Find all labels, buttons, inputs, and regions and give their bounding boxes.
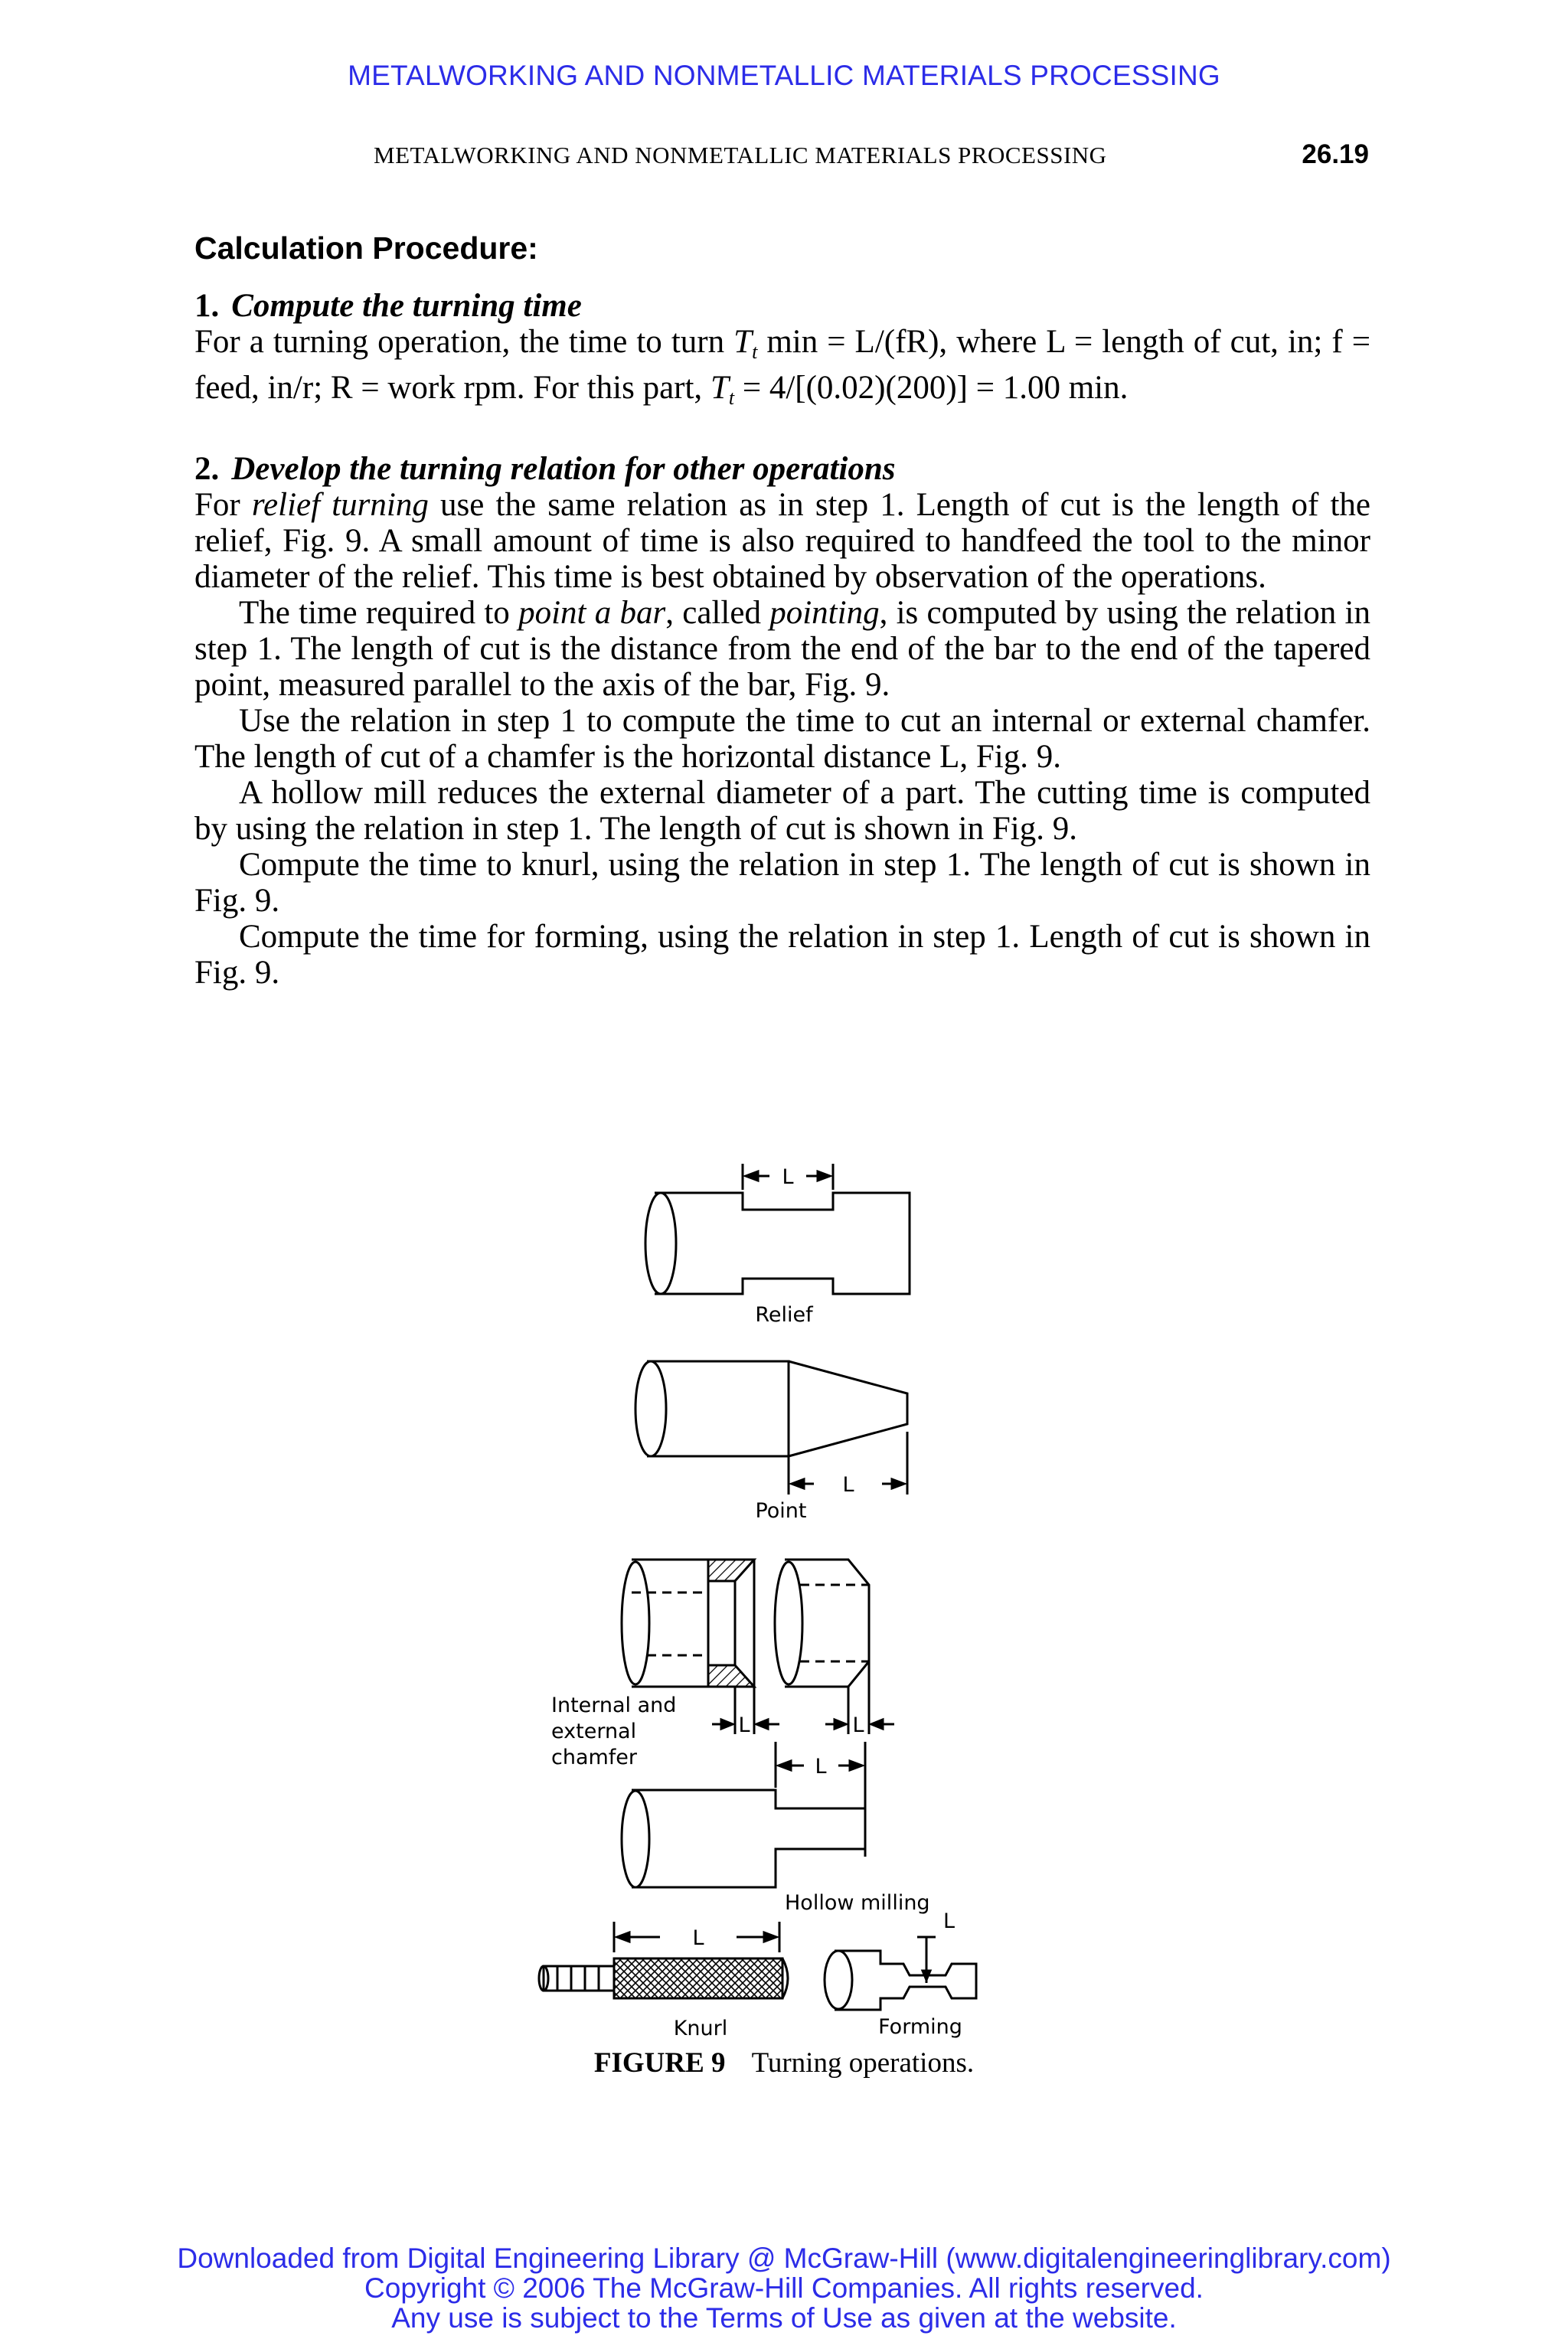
hollow-milling-drawing: [622, 1742, 930, 1915]
chamfer-label-line-2: external: [551, 1720, 637, 1743]
footer-line-2: Copyright © 2006 The McGraw-Hill Companies. All rights reserved.: [364, 2272, 1204, 2304]
section-title: Calculation Procedure:: [194, 230, 538, 266]
forming-drawing: [825, 1909, 976, 2039]
relief-label: Relief: [755, 1303, 813, 1327]
point-length-label: L: [842, 1473, 854, 1497]
figure-caption-text: Turning operations.: [751, 2047, 975, 2079]
pointing-term: pointing: [769, 595, 880, 631]
step-2-number: 2.: [194, 451, 220, 487]
knurl-paragraph: Compute the time to knurl, using the relation in step 1. The length of cut is shown in Fig. 9.: [194, 847, 1370, 919]
figure-number: FIGURE 9: [593, 2047, 726, 2079]
pointing-text-b: , called: [665, 595, 770, 631]
pointing-text-a: The time required to: [239, 595, 519, 631]
footer-line-1[interactable]: Downloaded from Digital Engineering Library @ McGraw-Hill (www.digitalengineeringlibrary.com): [177, 2243, 1391, 2274]
turning-time-subscript: t: [752, 341, 758, 363]
step-1-text-c: = 4/[(0.02)(200)] = 1.00 min.: [734, 370, 1129, 406]
step-2-heading: [194, 451, 1370, 487]
point-drawing: [635, 1361, 907, 1523]
knurl-label: Knurl: [673, 2017, 728, 2040]
step-1-heading: [194, 288, 1370, 324]
step-1-paragraph: [194, 324, 1370, 416]
turning-time-symbol-2: T: [710, 370, 729, 406]
turning-time-subscript-2: t: [728, 387, 735, 409]
knurl-length-label: L: [692, 1926, 704, 1950]
step-1-text-a: For a turning operation, the time to turn: [194, 324, 734, 360]
forming-label: Forming: [878, 2015, 962, 2039]
download-banner-title: METALWORKING AND NONMETALLIC MATERIALS PROCESSING: [348, 60, 1220, 91]
footer-line-3[interactable]: Any use is subject to the Terms of Use as given at the website.: [391, 2302, 1177, 2334]
pointing-text-c: , is computed by using the relation in step 1. The length of cut is the distance from the end of the bar to the end of the tapered point, measured parallel to the axis of the bar, Fig. 9.: [194, 595, 1370, 703]
figure-caption: [0, 2047, 1568, 2079]
chamfer-label-line-3: chamfer: [551, 1746, 638, 1769]
download-footer: [0, 2243, 1568, 2333]
step-1-text-b: min = L/(fR), where L = length of cut, in; f = feed, in/r; R = work rpm. For this part,: [194, 324, 1370, 406]
running-head: METALWORKING AND NONMETALLIC MATERIALS PROCESSING: [374, 142, 1107, 168]
point-label: Point: [755, 1499, 807, 1523]
step-1-number: 1.: [194, 288, 220, 324]
step-1-title: Compute the turning time: [231, 288, 582, 324]
relief-drawing: [645, 1164, 910, 1327]
hollow-length-label: L: [815, 1755, 827, 1779]
relief-length-label: L: [782, 1165, 794, 1189]
step-2-title: Develop the turning relation for other operations: [231, 451, 896, 487]
forming-length-label: L: [943, 1909, 956, 1933]
chamfer-label-line-1: Internal and: [551, 1694, 677, 1717]
hollow-milling-label: Hollow milling: [785, 1891, 930, 1915]
relief-turning-term: relief turning: [251, 487, 429, 523]
turning-time-symbol: T: [733, 324, 753, 360]
relief-text-a: For: [194, 487, 252, 523]
chamfer-length-label-1: L: [738, 1713, 750, 1737]
chamfer-paragraph: Use the relation in step 1 to compute the time to cut an internal or external chamfer. The length of cut of a chamfer is the horizontal distance L, Fig. 9.: [194, 703, 1370, 775]
turning-operations-figure: [521, 1141, 1057, 2075]
relief-paragraph: [194, 487, 1370, 595]
chamfer-length-label-2: L: [852, 1713, 864, 1737]
pointing-paragraph: [194, 595, 1370, 703]
forming-paragraph: Compute the time for forming, using the relation in step 1. Length of cut is shown in Fig. 9.: [194, 919, 1370, 991]
page-number: 26.19: [1302, 139, 1369, 169]
point-a-bar-term: point a bar: [518, 595, 666, 631]
internal-chamfer-drawing: [551, 1560, 779, 1769]
relief-text-b: use the same relation as in step 1. Length of cut is the length of the relief, Fig. 9. A small amount of time is also required to handfeed the tool to the minor diameter of the relief. This time is best obtained by observation of the operations.: [194, 487, 1371, 595]
external-chamfer-drawing: [775, 1560, 894, 1737]
hollow-mill-paragraph: A hollow mill reduces the external diameter of a part. The cutting time is computed by using the relation in step 1. The length of cut is shown in Fig. 9.: [194, 775, 1370, 847]
knurl-drawing: [539, 1922, 788, 2040]
main-content: [194, 230, 1370, 991]
